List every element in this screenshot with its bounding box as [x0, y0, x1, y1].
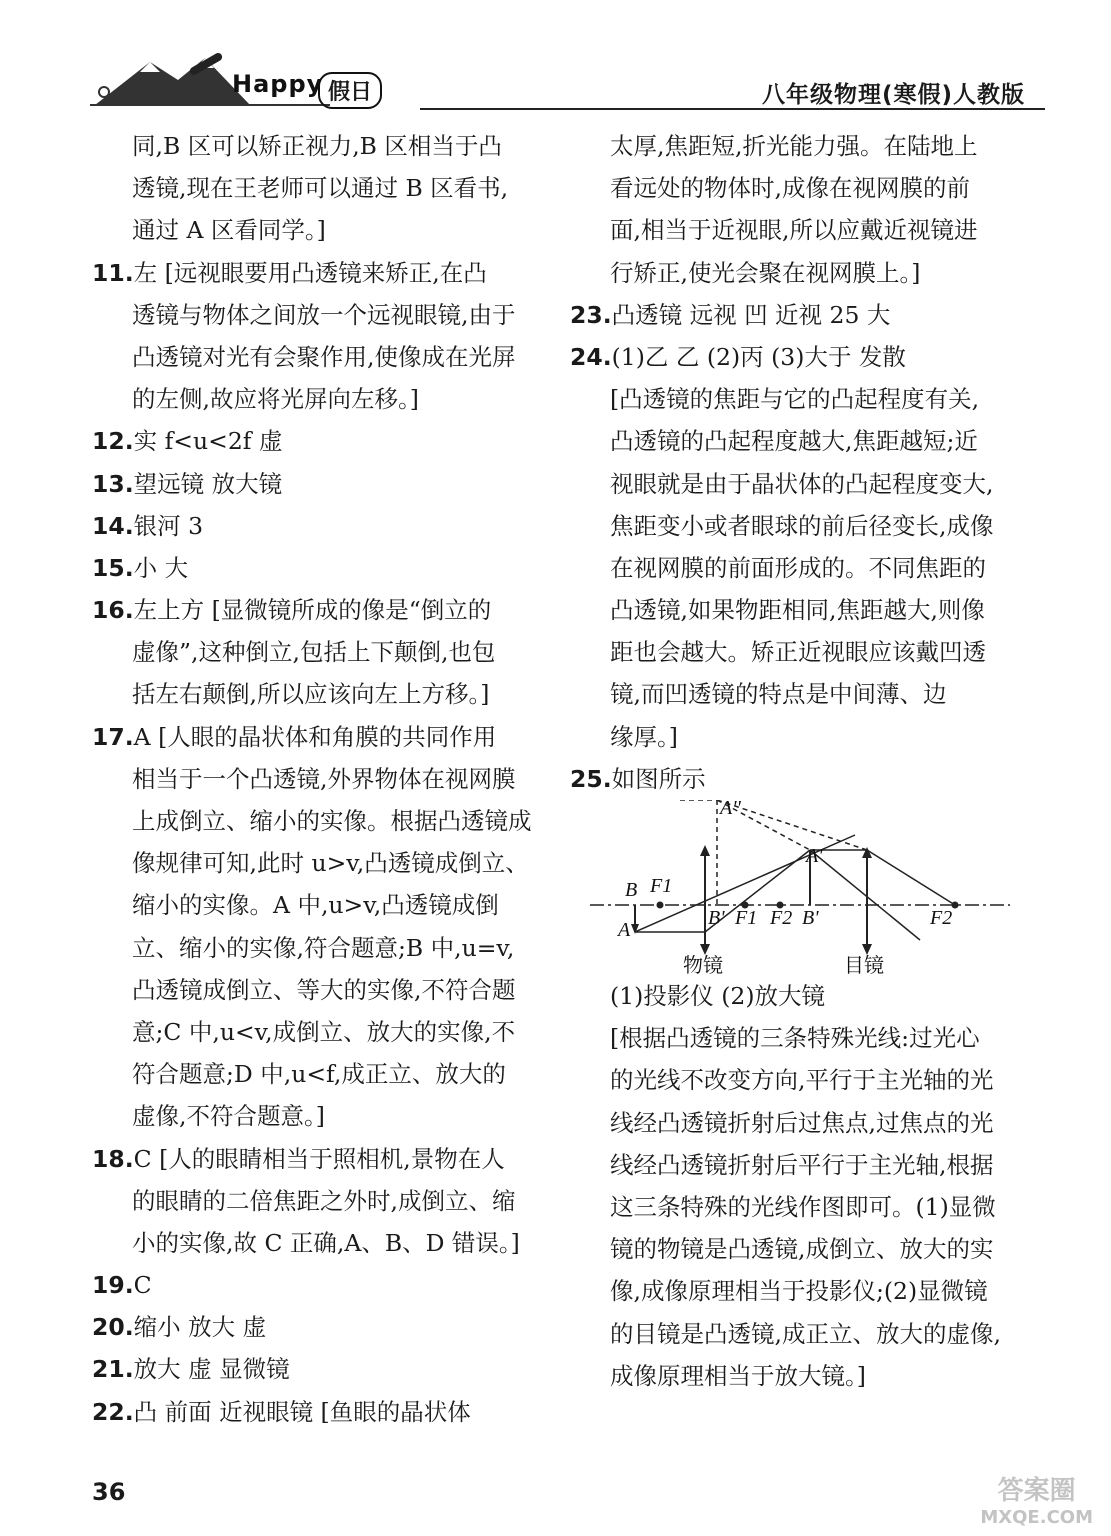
- label-b-prime-object: B': [708, 907, 725, 929]
- answer-line: 20.缩小 放大 虚: [92, 1313, 267, 1342]
- answer-line: 上成倒立、缩小的实像。根据凸透镜成: [132, 807, 532, 835]
- answer-line: 同,B 区可以矫正视力,B 区相当于凸: [132, 132, 502, 160]
- ray-diagram-svg: [570, 800, 1025, 975]
- question-number: 25.: [570, 764, 612, 793]
- question-number: 23.: [570, 300, 612, 329]
- answer-line: 14.银河 3: [92, 511, 204, 540]
- answer-line: 镜的物镜是凸透镜,成倒立、放大的实: [610, 1235, 994, 1264]
- label-f2-left: F2: [770, 907, 793, 929]
- label-eyepiece: 目镜: [844, 953, 884, 975]
- question-number: 11.: [92, 258, 134, 287]
- answer-line: 虚像,不符合题意。]: [132, 1102, 325, 1131]
- answer-line: 的光线不改变方向,平行于主光轴的光: [610, 1066, 994, 1095]
- answer-line: 凸透镜,如果物距相同,焦距越大,则像: [610, 596, 985, 625]
- answer-line: 18.C [人的眼睛相当于照相机,景物在人: [92, 1144, 505, 1173]
- answer-line: 线经凸透镜折射后过焦点,过焦点的光: [610, 1108, 994, 1137]
- label-f1-right: F1: [735, 907, 758, 929]
- answer-line: 的目镜是凸透镜,成正立、放大的虚像,: [610, 1319, 1001, 1348]
- question-number: 15.: [92, 553, 134, 582]
- label-a-prime: A': [806, 845, 823, 867]
- answer-line: 缘厚。]: [610, 722, 678, 751]
- label-f1-left: F1: [650, 875, 673, 897]
- label-objective: 物镜: [683, 953, 723, 975]
- question-number: 12.: [92, 427, 134, 456]
- answer-line: 相当于一个凸透镜,外界物体在视网膜: [132, 764, 516, 793]
- focus-point: [657, 902, 664, 909]
- answer-line: 12.实 f<u<2f 虚: [92, 427, 283, 456]
- answer-line: 成像原理相当于放大镜。]: [610, 1361, 866, 1390]
- page-header: [0, 0, 1111, 115]
- answer-line: 16.左上方 [显微镜所成的像是“倒立的: [92, 596, 492, 625]
- answer-line: 面,相当于近视眼,所以应戴近视镜进: [610, 216, 978, 245]
- book-subject: 八年级物理(寒假)人教版: [761, 82, 1025, 108]
- answer-line: 25.如图所示: [570, 764, 706, 793]
- answer-line: 意;C 中,u<v,成倒立、放大的实像,不: [132, 1017, 516, 1046]
- answer-line: 行矫正,使光会聚在视网膜上。]: [610, 258, 921, 287]
- page-number: 36: [92, 1478, 126, 1506]
- answer-line: 凸透镜成倒立、等大的实像,不符合题: [132, 975, 516, 1004]
- label-b-prime: B': [802, 907, 819, 929]
- header-rule: [420, 108, 1045, 110]
- microscope-ray-diagram: [570, 800, 1025, 975]
- brand-text: Happy: [232, 70, 324, 98]
- left-column: [92, 125, 552, 1433]
- question-number: 21.: [92, 1355, 134, 1384]
- answer-line: 21.放大 虚 显微镜: [92, 1355, 290, 1384]
- answer-line: 19.C: [92, 1271, 152, 1300]
- right-column: [570, 125, 1025, 1397]
- answer-line: 像规律可知,此时 u>v,凸透镜成倒立、: [132, 849, 529, 878]
- label-b: B: [625, 879, 638, 901]
- question-number: 17.: [92, 722, 134, 751]
- question-number: 13.: [92, 469, 134, 498]
- focus-point: [952, 902, 959, 909]
- question-number: 18.: [92, 1144, 134, 1173]
- answer-line: 的眼睛的二倍焦距之外时,成倒立、缩: [132, 1186, 516, 1215]
- answer-line: [根据凸透镜的三条特殊光线:过光心: [610, 1024, 980, 1053]
- answer-line: 符合题意;D 中,u<f,成正立、放大的: [132, 1060, 506, 1089]
- answer-line: 焦距变小或者眼球的前后径变长,成像: [610, 511, 994, 540]
- answer-line: 距也会越大。矫正近视眼应该戴凹透: [610, 638, 986, 667]
- answer-line: 虚像”,这种倒立,包括上下颠倒,也包: [132, 638, 496, 667]
- answer-line: 小的实像,故 C 正确,A、B、D 错误。]: [132, 1228, 520, 1257]
- answer-line: 凸透镜对光有会聚作用,使像成在光屏: [132, 342, 516, 371]
- question-number: 20.: [92, 1313, 134, 1342]
- answer-line: 22.凸 前面 近视眼镜 [鱼眼的晶状体: [92, 1397, 471, 1426]
- page-footer: [92, 1478, 125, 1506]
- answer-line: 通过 A 区看同学。]: [132, 216, 326, 245]
- answer-line: 看远处的物体时,成像在视网膜的前: [610, 174, 970, 203]
- ray: [867, 850, 955, 905]
- answer-line: 线经凸透镜折射后平行于主光轴,根据: [610, 1150, 994, 1179]
- watermark: [980, 1470, 1093, 1528]
- answer-line: 镜,而凹透镜的特点是中间薄、边: [610, 680, 947, 709]
- answer-line: 太厚,焦距短,折光能力强。在陆地上: [610, 132, 978, 160]
- answer-line: 11.左 [远视眼要用凸透镜来矫正,在凸: [92, 258, 487, 287]
- watermark-title: 答案圈: [997, 1476, 1076, 1506]
- question-number: 14.: [92, 511, 134, 540]
- answer-line: 13.望远镜 放大镜: [92, 469, 283, 498]
- answer-line: 括左右颠倒,所以应该向左上方移。]: [132, 680, 490, 709]
- answer-line: 视眼就是由于晶状体的凸起程度变大,: [610, 469, 994, 498]
- answer-line: 凸透镜的凸起程度越大,焦距越短;近: [610, 427, 978, 456]
- brand-badge: 假日: [318, 72, 382, 109]
- answer-line: [凸透镜的焦距与它的凸起程度有关,: [610, 385, 980, 414]
- answer-line: 缩小的实像。A 中,u>v,凸透镜成倒: [132, 891, 499, 920]
- answer-line: 的左侧,故应将光屏向左移。]: [132, 385, 419, 414]
- answer-line: (1)投影仪 (2)放大镜: [610, 982, 826, 1010]
- answer-line: 这三条特殊的光线作图即可。(1)显微: [610, 1192, 996, 1221]
- answer-line: 透镜,现在王老师可以通过 B 区看书,: [132, 174, 509, 203]
- label-a: A: [618, 919, 631, 941]
- question-number: 19.: [92, 1271, 134, 1300]
- answer-line: 24.(1)乙 乙 (2)丙 (3)大于 发散: [570, 342, 906, 371]
- mountain-icon: [95, 58, 250, 105]
- ray: [810, 850, 920, 940]
- answer-line: 像,成像原理相当于投影仪;(2)显微镜: [610, 1277, 988, 1306]
- question-number: 24.: [570, 342, 612, 371]
- question-number: 22.: [92, 1397, 134, 1426]
- answer-line: 23.凸透镜 远视 凹 近视 25 大: [570, 300, 891, 329]
- answer-line: 17.A [人眼的晶状体和角膜的共同作用: [92, 722, 497, 751]
- watermark-url: MXQE.COM: [980, 1507, 1093, 1528]
- label-f2-right: F2: [930, 907, 953, 929]
- answer-line: 透镜与物体之间放一个远视眼镜,由于: [132, 300, 516, 329]
- answer-line: 在视网膜的前面形成的。不同焦距的: [610, 553, 986, 582]
- question-number: 16.: [92, 596, 134, 625]
- answer-line: 立、缩小的实像,符合题意;B 中,u=v,: [132, 933, 515, 962]
- label-a-double-prime: A'': [720, 800, 741, 819]
- answer-line: 15.小 大: [92, 553, 189, 582]
